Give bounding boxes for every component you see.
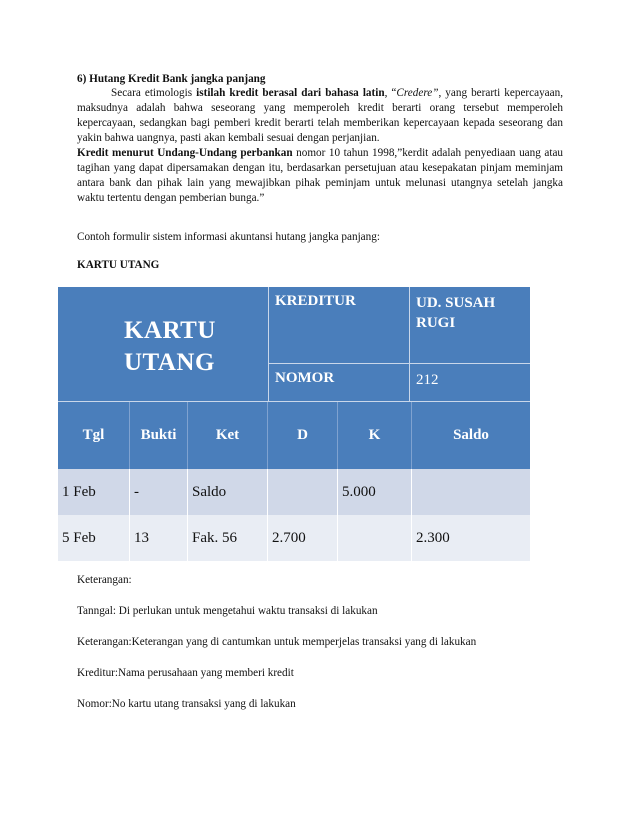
para1-text-b: , “ xyxy=(384,87,397,99)
kreditur-label: KREDITUR xyxy=(269,287,410,363)
header-saldo: Saldo xyxy=(453,427,489,443)
card-title-line2: UTANG xyxy=(124,349,215,376)
note-item: Kreditur:Nama perusahaan yang memberi kredit xyxy=(77,667,294,679)
note-item: Nomor:No kartu utang transaksi yang di lakukan xyxy=(77,698,296,710)
kartu-utang-label: KARTU UTANG xyxy=(77,259,160,271)
cell-d xyxy=(268,469,338,515)
section-heading: 6) Hutang Kredit Bank jangka panjang xyxy=(77,73,266,85)
para2-bold: Kredit menurut Undang-Undang perbankan xyxy=(77,147,293,159)
note-item: Tanngal: Di perlukan untuk mengetahui waktu transaksi di lakukan xyxy=(77,605,378,617)
table-row xyxy=(58,515,530,561)
cell-ket: Fak. 56 xyxy=(188,515,268,561)
header-bukti: Bukti xyxy=(130,402,188,469)
para1-text-c: , yang berarti kepercayaan, maksudnya adalah bahwa seseorang yang memperoleh kredit berarti orang tersebut memperoleh kepercayaan, sedangkan bagi pemberi kredit berarti telah memberikan kepercayaan kepada seseorang dan yakin bahwa uangnya, pasti akan kembali sesuai dengan perjanjian. xyxy=(77,87,563,144)
para1-bold: istilah kredit berasal dari bahasa latin xyxy=(196,87,385,99)
table-header-row xyxy=(58,401,530,469)
para1-text-a: Secara etimologis xyxy=(111,87,197,99)
cell-tgl: 5 Feb xyxy=(58,515,130,561)
notes-title: Keterangan: xyxy=(77,574,132,586)
header-tgl: Tgl xyxy=(58,402,130,469)
cell-ket: Saldo xyxy=(188,469,268,515)
cell-k: 5.000 xyxy=(338,469,412,515)
nomor-label: NOMOR xyxy=(269,364,410,401)
card-title xyxy=(124,315,216,379)
cell-bukti: 13 xyxy=(130,515,188,561)
cell-d: 2.700 xyxy=(268,515,338,561)
paragraph-undang-undang xyxy=(77,146,563,206)
nomor-value: 212 xyxy=(410,364,530,401)
header-d: D xyxy=(268,402,338,469)
header-ket: Ket xyxy=(188,402,268,469)
table-row xyxy=(58,469,530,515)
card-title-cell xyxy=(58,287,269,401)
card-title-line1: KARTU xyxy=(124,317,216,344)
cell-k xyxy=(338,515,412,561)
kartu-utang-card xyxy=(58,287,530,561)
notes-section xyxy=(77,573,567,728)
para2-text: nomor 10 tahun 1998,”kerdit adalah penyediaan uang atau tagihan yang dapat dipersamakan dengan itu, berdasarkan persetujuan atau kesepakatan pinjam meminjam antara bank dan pihak lain yang mewajibkan pihak peminjam untuk melunasi utangnya setelah jangka waktu tertentu dengan pemberian bunga.” xyxy=(77,147,564,204)
header-k: K xyxy=(338,402,412,469)
paragraph-etimologi xyxy=(77,86,563,146)
document-body xyxy=(77,72,563,272)
cell-bukti: - xyxy=(130,469,188,515)
contoh-text: Contoh formulir sistem informasi akuntansi hutang jangka panjang: xyxy=(77,231,380,243)
kreditur-value: UD. SUSAH RUGI xyxy=(410,287,530,363)
para1-italic: Credere” xyxy=(396,87,439,99)
cell-saldo: 2.300 xyxy=(416,529,450,546)
note-item: Keterangan:Keterangan yang di cantumkan untuk memperjelas transaksi yang di lakukan xyxy=(77,636,477,648)
cell-tgl: 1 Feb xyxy=(58,469,130,515)
cell-saldo xyxy=(412,469,530,515)
